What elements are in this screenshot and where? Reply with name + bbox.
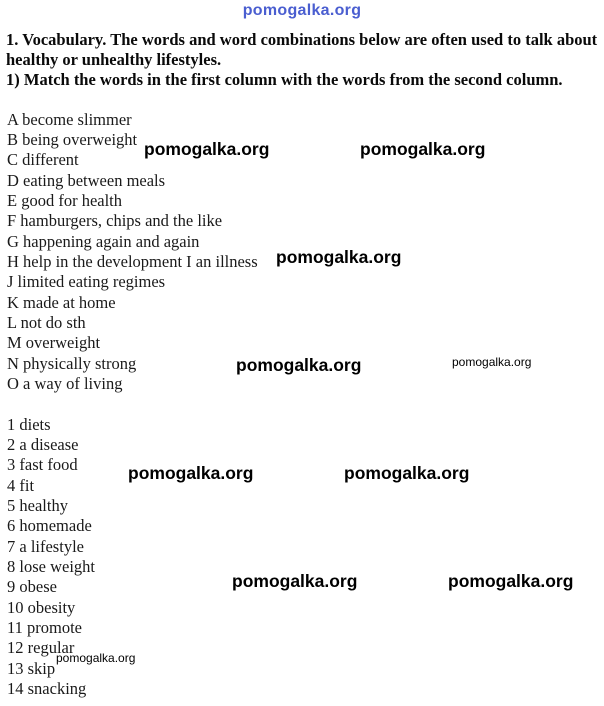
list-b-item: 10 obesity <box>7 598 76 617</box>
list-b-item: 8 lose weight <box>7 557 95 576</box>
list-b-item: 2 a disease <box>7 435 79 454</box>
list-a-item: K made at home <box>7 293 116 312</box>
list-b-item: 9 obese <box>7 577 57 596</box>
list-a-item: C different <box>7 150 79 169</box>
watermark-text: pomogalka.org <box>56 651 136 665</box>
list-a-item: N physically strong <box>7 354 137 373</box>
watermark-text: pomogalka.org <box>448 571 574 591</box>
watermark-text: pomogalka.org <box>232 571 358 591</box>
exercise-title: 1. Vocabulary. The words and word combinations below are often used to talk about healthy or unhealthy lifestyles. <box>6 30 598 69</box>
exercise-instruction: 1) Match the words in the first column with the words from the second column. <box>6 70 563 89</box>
list-b-item: 12 regular <box>7 638 75 657</box>
list-b-item: 5 healthy <box>7 496 68 515</box>
list-b-item: 7 a lifestyle <box>7 537 84 556</box>
list-a-item: J limited eating regimes <box>7 272 166 291</box>
watermark-text: pomogalka.org <box>128 463 254 483</box>
list-a-item: B being overweight <box>7 130 138 149</box>
list-b-item: 1 diets <box>7 415 51 434</box>
list-a-item: D eating between meals <box>7 171 166 190</box>
list-b-item: 3 fast food <box>7 455 78 474</box>
list-a-item: G happening again and again <box>7 232 200 251</box>
list-a-item: A become slimmer <box>7 110 132 129</box>
list-b-item: 6 homemade <box>7 516 92 535</box>
list-b-item: 14 snacking <box>7 679 87 698</box>
site-header-watermark: pomogalka.org <box>242 2 362 19</box>
list-b-item: 13 skip <box>7 659 56 678</box>
list-a-item: M overweight <box>7 333 101 352</box>
watermark-text: pomogalka.org <box>360 139 486 159</box>
list-a-item: E good for health <box>7 191 123 210</box>
watermark-text: pomogalka.org <box>236 355 362 375</box>
list-b-item: 4 fit <box>7 476 35 495</box>
list-a-item: H help in the development I an illness <box>7 252 258 271</box>
list-a-item: F hamburgers, chips and the like <box>7 211 223 230</box>
watermark-text: pomogalka.org <box>276 247 402 267</box>
watermark-text: pomogalka.org <box>144 139 270 159</box>
list-b-item: 11 promote <box>7 618 82 637</box>
watermark-text: pomogalka.org <box>452 355 532 369</box>
list-a-item: L not do sth <box>7 313 86 332</box>
watermark-text: pomogalka.org <box>344 463 470 483</box>
list-a-item: O a way of living <box>7 374 123 393</box>
